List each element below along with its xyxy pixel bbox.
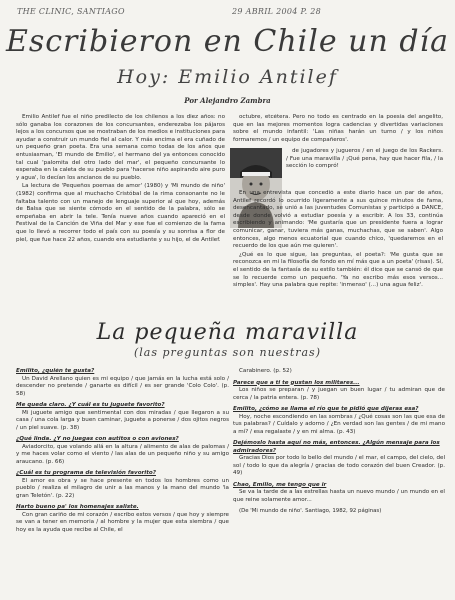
book-citation: (De 'Mi mundo de niño'. Santiago, 1982, 92 páginas): [239, 508, 382, 514]
section-subtitle: (las preguntas son nuestras): [134, 346, 321, 359]
answer: Gracias Dios por todo lo bello del mundo / el mar, el campo, del cielo, del sol / todo lo que da alegría / gracias de todo corazón del buen Creador. (p. 49): [233, 455, 445, 476]
article-byline: Por Alejandro Zambra: [184, 96, 271, 105]
paragraph: de jugadores y jugueros / en el juego de los Rackers. / Fue una maravilla / ¡Qué pena, hay que hacer fila, / la sección lo compró!: [286, 148, 443, 170]
qa-item: [233, 508, 445, 516]
paragraph: En una entrevista que concedió a este diario hace un par de años, Antilef recordó lo ocurrido ligeramente a sus quince minutos de fama, desencantado, se unió a las juventudes Comunistas y participó a DANCE, desde donde volvió a estudiar poesía y a escribir. A los 33, continúa escribiendo y animando: 'Me gustaría que un presidente fuera a lograr comunicar, ganar, tuviera más ganas, muchachas, que se saben'. Algo entonces, algo menos ecuatorial que cuando chico, 'quedaremos en el recuerdo de los que aún me quieren'.: [233, 190, 443, 250]
section-title: La pequeña maravilla: [96, 320, 359, 345]
question: Dejémoslo hasta aquí no más, entonces. ¿Algún mensaje para los admiradores?: [233, 440, 440, 454]
question: Parece que a ti te gustan los militares...: [233, 379, 360, 386]
qa-item: [16, 368, 229, 398]
paragraph: ¿Qué es lo que sigue, las preguntas, el poeta?: 'Me gusta que se reconozca en mi la filosofía de fondo en mí más que a un poeta' (risas). Sí, el sentido de la fantasía de su estilo también: él dice que se cansó de que se lo recuerde como un pequeño. 'Ya no escribo más esos versos... simples'. Hay una palabra que repite: 'inmenso' (...) una agua feliz'.: [233, 251, 443, 289]
answer: Carabinero. (p. 52): [239, 368, 292, 374]
article-subtitle: Hoy: Emilio Antilef: [117, 66, 338, 88]
question: Emilito, ¿quién te gusta?: [16, 368, 95, 374]
qa-item: [16, 504, 229, 534]
paragraph: La lectura de 'Pequeños poemas de amor' (1980) y 'Mi mundo de niño' (1982) confirma que al muchacho Cristóbal de la rima consonante no le faltaba talento con un manejo de lenguaje superior al que hoy, además de Balsa que se siente cómodo en el sentido de la palabra, sólo se empeñaba en abrir la tele. Tenía nueve años cuando apareció en el Festival de la Canción de Viña del Mar y ese fue el comienzo de la fama que lo llevó a recorrer todo el país con su poesía y su sonrisa a flor de piel, que fue hace 22 años, cuando era estudiante y su hijo, el de Antilef.: [16, 183, 225, 243]
qa-item: [233, 440, 445, 478]
answer: Hoy, noche escondiendo en las sombras / ¿Qué cosas son las que esa de tus palabras? / Cuídalo y adorno / ¿En verdad son las gentes / de mi mano a mí? / esa regalaste / y en mi alma. (p. 43): [233, 413, 445, 435]
qa-item: [233, 368, 445, 376]
qa-item: [16, 470, 229, 500]
article-right-column-mid: [286, 148, 443, 190]
article-right-column-lower: [233, 190, 443, 324]
answer: El amor es obra y se hace presente en todos los hombres como un pueblo / realiza el milagro de unir a las manos y la mano del mundo 'la gran Teletón'. (p. 22): [16, 477, 229, 499]
answer: Aviadorcito, que volando allá en la altura / alimento de alas de palomas / y me haces volar como el viento / las alas de un pequeño niño y su amigo araucano. (p. 66): [16, 443, 229, 465]
article-title: Escribieron en Chile un día: [5, 24, 450, 59]
answer: Mi juguete amigo que sentimental con dos miradas / que llegaron a su casa / una cola larga y buen caminar, juguete a ponerse / dos ojitos negros / un piel suave. (p. 38): [16, 409, 229, 431]
article-left-column: [16, 114, 225, 342]
handwritten-source-note: THE CLINIC, SANTIAGO: [17, 7, 125, 16]
qa-item: [16, 402, 229, 432]
qa-item: [16, 436, 229, 466]
article-right-column-top: [233, 114, 443, 148]
qa-item: [233, 406, 445, 436]
question: Harto bueno pa' los homenajes saliste.: [16, 504, 139, 510]
qa-item: [233, 380, 445, 403]
question: ¿Qué linda. ¿Y no juegas con autitos o con aviones?: [16, 436, 179, 442]
qa-item: [233, 482, 445, 505]
answer: Se va la tarde de a las estrellas hasta un nuevo mundo / un mundo en el que reine solamente amor...: [233, 489, 445, 503]
qa-left-column: [16, 368, 229, 590]
question: ¿Cuál es tu programa de televisión favorito?: [16, 470, 156, 476]
answer: Con gran cariño de mi corazón / escribo estos versos / que hoy y siempre se van a tener en memoria / al hombre y la mujer que esta siembra / que hoy es la ayuda que recibe al Chile, el: [16, 511, 229, 533]
question: Chao, Emilio, me tengo que ir: [233, 481, 327, 488]
paragraph: octubre, etcétera. Pero no todo es centrado en la poesía del angelito, que en las mejores momentos logra cadencias y divertidas variaciones sobre el mundo infantil: 'Las niñas harán un turno / y los niños formaremos / un equipo de compañeros'.: [233, 114, 443, 143]
paragraph: Emilio Antilef fue el niño predilecto de los chilenos a los diez años: no sólo ganaba los corazones de los concursantes, enderezaba los pájaros lejos a los concursos que se mostraban de los medios e instituciones para ayudar a construir un mundo fiel al calor. Y más encima el era cuñado de un pequeño gran poeta. Era una semana como todas de los años que entusiasman, 'El mundo de Emilio', el hermano del ya entonces conocido tal cual 'palomita del otro lado del mar', el pequeño concursante lo esperaba en la caleta de su pueblo para 'hacerse niño aspirando aire puro y agua', lo decían los ancianos de su pueblo.: [16, 114, 225, 181]
answer: Los niños se preparan / y juegan un buen lugar / tu admiran que de cerca / la patria entera. (p. 78): [233, 387, 445, 401]
question: Emilito, ¿cómo se llama el río que te pidió que dijeras esa?: [233, 406, 419, 412]
qa-right-column: [233, 368, 445, 590]
question: Me queda claro. ¿Y cuál es tu juguete favorito?: [16, 402, 165, 408]
answer: Un David Arellano quien es mi equipo / que jamás en la lucha está solo / descender no pretende / ganarte es difícil / es ser grande 'Colo Colo'. (p. 58): [16, 375, 229, 397]
handwritten-date-note: 29 ABRIL 2004 P. 28: [232, 7, 322, 16]
